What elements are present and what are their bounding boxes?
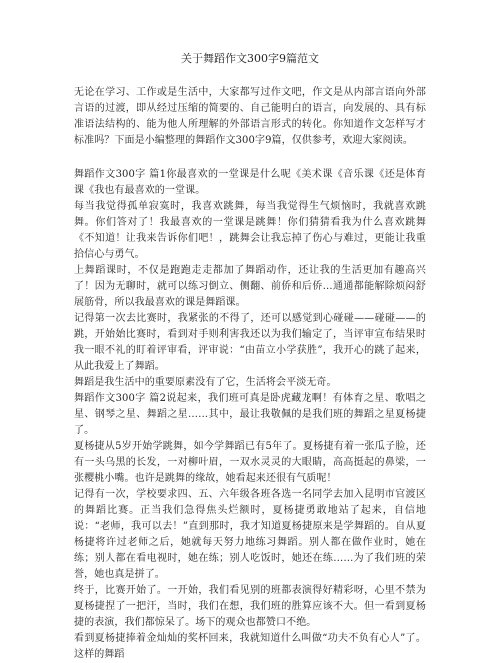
essay-1-paragraph-4: 记得第一次去比赛时，我紧张的不得了，还可以感觉到心碰碰——碰碰——的跳，开始始比赛时，看到对手则利害我还以为我们输定了，当评审宣布结果时我一眼不礼的盯着评审看，评审说：“由苗立小学获胜”，我开心的跳了起来，从此我爱上了舞蹈。 (74, 313, 426, 372)
essay-1-opening-paragraph: 舞蹈作文300字 篇1你最喜欢的一堂课是什么呢《美术课《音乐课《还是体育课《我也有最喜欢的一堂课。 (74, 169, 426, 196)
essay-2-opening-paragraph: 舞蹈作文300字 篇2说起来，我们班可真是卧虎藏龙啊！有体育之星、歌唱之星、钢琴之星、舞蹈之星……其中，最让我敬佩的是我们班的舞蹈之星夏杨捷了。 (74, 393, 426, 436)
document-body (74, 85, 426, 663)
essay-2-paragraph-5: 看到夏杨捷捧着金灿灿的奖杯回来，我就知道什么叫做“功夫不负有心人”了。这样的舞蹈 (74, 633, 426, 660)
intro-paragraph: 无论在学习、工作或是生活中，大家都写过作文吧，作文是从内部言语向外部言语的过渡，即从经过压缩的简要的、自己能明白的语言，向发展的、具有标准语法结构的、能为他人所理解的外部语言形式的转化。你知道作文怎样写才标准吗？下面是小编整理的舞蹈作文300字9篇，仅供参考，欢迎大家阅读。 (74, 87, 426, 146)
essay-1-paragraph-2: 每当我觉得孤单寂寞时，我喜欢跳舞，每当我觉得生气烦恼时，我就喜欢跳舞。你们答对了！我最喜欢的一堂课是跳舞！你们猜猜看我为什么喜欢跳舞《不知道！让我来告诉你们吧！，跳舞会让我忘掉了伤心与难过，更能让我重拾信心与勇气。 (74, 201, 426, 260)
essay-1-paragraph-5: 舞蹈是我生活中的重要原素没有了它，生活将会平淡无奇。 (74, 377, 337, 388)
essay-2-paragraph-2: 夏杨捷从5岁开始学跳舞，如今学舞蹈已有5年了。夏杨捷有着一张瓜子脸，还有一头乌黑的长发，一对柳叶眉，一双水灵灵的大眼睛，高高挺起的鼻梁，一张樱桃小嘴。也许是跳舞的缘故，她看起来还很有气质呢！ (74, 441, 426, 484)
essay-2-paragraph-3: 记得有一次，学校要求四、五、六年级各班各选一名同学去加入昆明市官渡区的舞蹈比赛。正当我们急得焦头烂额时，夏杨捷勇敢地站了起来，自信地说：“老师，我可以去！”直到那时，我才知道夏杨捷原来是学舞蹈的。自从夏杨捷将许过老师之后，她就每天努力地练习舞蹈。别人都在做作业时，她在练；别人都在看电视时，她在练；别人吃饭时，她还在练……为了我们班的荣誉，她也真是拼了。 (74, 489, 426, 580)
essay-2-paragraph-4: 终于，比赛开始了。一开始，我们看见别的班都表演得好精彩呀，心里不禁为夏杨捷捏了一把汗，当时，我们在想，我们班的胜算应该不大。但一看到夏杨捷的表演，我们都惊呆了。场下的观众也都赞口不绝。 (74, 585, 426, 628)
essay-1-paragraph-3: 上舞蹈课时，不仅是跑跑走走都加了舞蹈动作，还让我的生活更加有趣高兴了！因为无聊时，就可以练习倒立、侧翻、前侨和后侨…通通都能解除烦闷舒展筋骨，所以我最喜欢的课是舞蹈课。 (74, 265, 426, 308)
document-title: 关于舞蹈作文300字9篇范文 (181, 52, 319, 65)
